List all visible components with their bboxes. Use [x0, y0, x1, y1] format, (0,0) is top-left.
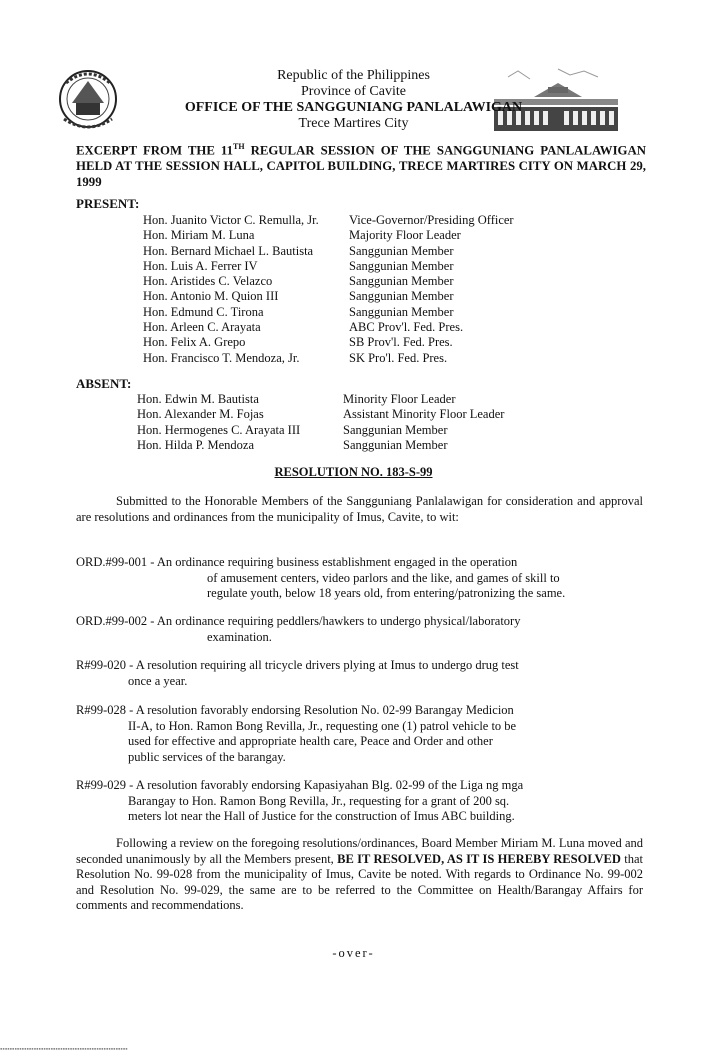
over-marker: -over-: [332, 946, 375, 960]
item-text: An ordinance requiring peddlers/hawkers to undergo physical/laboratory: [156, 614, 521, 628]
member-row: [137, 423, 504, 438]
ordinance-item: [76, 614, 646, 645]
resolution-item: [76, 703, 646, 765]
member-role: Vice-Governor/Presiding Officer: [349, 213, 514, 227]
item-text: A resolution favorably endorsing Kapasiyahan Blg. 02-99 of the Liga ng mga: [135, 778, 524, 792]
item-text-continued: meters lot near the Hall of Justice for the construction of Imus ABC building.: [128, 809, 515, 823]
item-code: ORD.#99-001 -: [76, 555, 157, 569]
header-office: OFFICE OF THE SANGGUNIANG PANLALAWIGAN: [184, 100, 523, 115]
item-text-continued: public services of the barangay.: [128, 749, 286, 764]
header-city: Trece Martires City: [298, 116, 409, 131]
resolution-item: [76, 658, 646, 689]
member-role: Sanggunian Member: [349, 304, 454, 319]
item-text: A resolution requiring all tricycle drivers plying at Imus to undergo drug test: [135, 658, 519, 672]
session-excerpt-title: EXCERPT FROM THE 11TH REGULAR SESSION OF THE SANGGUNIANG PANLALAWIGAN HELD AT THE SESSION HALL, CAPITOL BUILDING, TRECE MARTIRES CITY ON MARCH 29, 1999: [76, 142, 646, 190]
member-name: Hon. Aristides C. Velazco: [143, 274, 273, 289]
absent-members-list: [137, 392, 504, 453]
member-role: Sanggunian Member: [343, 422, 448, 437]
member-role: Sanggunian Member: [349, 243, 454, 258]
item-text-continued: used for effective and appropriate health care, Peace and Order and other: [128, 734, 493, 748]
member-name: Hon. Alexander M. Fojas: [137, 407, 264, 422]
member-role: SK Pro'l. Fed. Pres.: [349, 350, 448, 365]
member-row: [143, 213, 514, 228]
member-name: Hon. Luis A. Ferrer IV: [143, 258, 258, 273]
absent-label: ABSENT:: [76, 376, 132, 391]
member-name: Hon. Antonio M. Quion III: [143, 289, 279, 304]
member-name: Hon. Felix A. Grepo: [143, 335, 246, 350]
item-text-continued: once a year.: [128, 673, 188, 688]
ordinance-item: [76, 555, 646, 602]
item-text-continued: Barangay to Hon. Ramon Bong Revilla, Jr., requesting for a grant of 200 sq.: [128, 793, 510, 808]
present-label: PRESENT:: [76, 196, 140, 211]
member-row: [143, 259, 514, 274]
member-name: Hon. Arleen C. Arayata: [143, 320, 261, 335]
item-text-continued: examination.: [207, 629, 272, 644]
member-role: Sanggunian Member: [349, 289, 454, 304]
member-role: Sanggunian Member: [349, 274, 454, 289]
item-text: A resolution favorably endorsing Resolution No. 02-99 Barangay Medicion: [135, 703, 514, 717]
member-name: Hon. Edmund C. Tirona: [143, 304, 264, 319]
item-code: R#99-029 -: [76, 778, 136, 792]
item-text-continued: of amusement centers, video parlors and the like, and games of skill to: [207, 570, 560, 585]
member-row: [143, 320, 514, 335]
scan-footer-noise: ▪▪▪▪▪▪▪▪▪▪▪▪▪▪▪▪▪▪▪▪▪▪▪▪▪▪▪▪▪▪▪▪▪▪▪▪▪▪▪▪▪▪▪▪▪▪▪▪▪▪▪▪▪: [0, 1046, 128, 1051]
item-code: R#99-020 -: [76, 658, 136, 672]
item-text-continued: II-A, to Hon. Ramon Bong Revilla, Jr., requesting one (1) patrol vehicle to be: [128, 718, 517, 733]
member-row: [143, 289, 514, 304]
item-code: ORD.#99-002 -: [76, 614, 157, 628]
intro-paragraph: Submitted to the Honorable Members of the Sangguniang Panlalawigan for consideration and approval are resolutions and ordinances from the municipality of Imus, Cavite, to wit:: [76, 494, 643, 524]
member-role: Assistant Minority Floor Leader: [343, 407, 505, 422]
item-text-continued: regulate youth, below 18 years old, from entering/patronizing the same.: [207, 586, 566, 600]
header-republic: Republic of the Philippines: [277, 68, 430, 83]
member-role: Minority Floor Leader: [343, 392, 456, 406]
member-row: [143, 274, 514, 289]
member-name: Hon. Juanito Victor C. Remulla, Jr.: [143, 213, 319, 227]
member-row: [143, 228, 514, 243]
item-text: An ordinance requiring business establishment engaged in the operation: [156, 555, 518, 569]
member-row: [143, 244, 514, 259]
member-name: Hon. Bernard Michael L. Bautista: [143, 243, 314, 258]
member-role: ABC Prov'l. Fed. Pres.: [349, 320, 464, 335]
member-name: Hon. Hermogenes C. Arayata III: [137, 422, 301, 437]
member-role: Sanggunian Member: [349, 258, 454, 273]
member-name: Hon. Francisco T. Mendoza, Jr.: [143, 350, 300, 365]
present-members-list: [143, 213, 514, 366]
resolution-number: RESOLUTION NO. 183-S-99: [274, 465, 433, 479]
member-row: [143, 351, 514, 366]
member-row: [143, 305, 514, 320]
member-row: [137, 438, 504, 453]
member-row: [137, 392, 504, 407]
member-name: Hon. Edwin M. Bautista: [137, 392, 259, 406]
member-role: Sanggunian Member: [343, 437, 448, 452]
member-row: [137, 407, 504, 422]
member-role: SB Prov'l. Fed. Pres.: [349, 335, 453, 350]
member-name: Hon. Miriam M. Luna: [143, 228, 255, 243]
header-province: Province of Cavite: [301, 84, 406, 99]
item-code: R#99-028 -: [76, 703, 136, 717]
closing-paragraph: Following a review on the foregoing resolutions/ordinances, Board Member Miriam M. Luna moved and seconded unanimously by all the Members present, BE IT RESOLVED, AS IT IS HEREBY RESOLVED that Resolution No. 99-028 from the municipality of Imus, Cavite be noted. With regards to Ordinance No. 99-002 and Resolution No. 99-029, the same are to be referred to the Committee on Health/Barangay Affairs for comments and recommendations.: [76, 836, 643, 912]
resolution-item: [76, 778, 646, 825]
member-name: Hon. Hilda P. Mendoza: [137, 437, 254, 452]
member-role: Majority Floor Leader: [349, 228, 461, 243]
member-row: [143, 335, 514, 350]
